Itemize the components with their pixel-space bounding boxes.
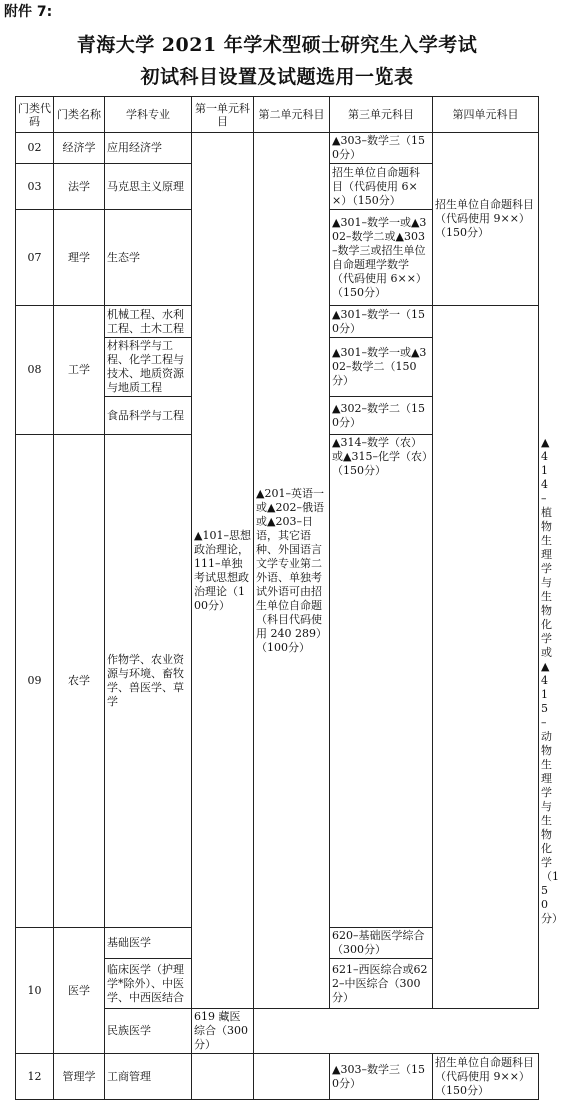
table-row: [16, 133, 539, 164]
cell-unit3: 招生单位自命题科目（代码使用 6××）（150分）: [330, 164, 433, 210]
cell-unit3: ▲301–数学一或▲302–数学二或▲303–数学三或招生单位自命题理学数学（代码使用 6××）（150分）: [330, 210, 433, 306]
cell-category: 经济学: [54, 133, 105, 164]
cell-unit2-shared: ▲201–英语一或▲202–俄语或▲203–日语，其它语种、外国语言文学专业第二外语、单独考试外语可由招生单位自命题（科目代码使用 240 289）（100分）: [254, 133, 330, 1009]
cell-major: 基础医学: [105, 928, 192, 959]
cell-unit4-empty: [433, 306, 539, 1009]
cell-code: 03: [16, 164, 54, 210]
cell-category: 工学: [54, 306, 105, 435]
cell-major: 食品科学与工程: [105, 397, 192, 435]
cell-unit3: ▲302–数学二（150分）: [330, 397, 433, 435]
cell-category: 医学: [54, 928, 105, 1054]
attachment-label: 附件 7:: [4, 4, 53, 20]
cell-unit3: ▲303–数学三（150分）: [330, 133, 433, 164]
header-row: [16, 97, 539, 133]
header-code: 门类代码: [16, 97, 54, 133]
header-major: 学科专业: [105, 97, 192, 133]
cell-code: 12: [16, 1054, 54, 1100]
cell-major: 材料科学与工程、化学工程与技术、地质资源与地质工程: [105, 338, 192, 397]
cell-major: 机械工程、水利工程、土木工程: [105, 306, 192, 338]
cell-unit1-empty: [192, 1054, 254, 1100]
table-row: [16, 1054, 539, 1100]
cell-category: 理学: [54, 210, 105, 306]
cell-unit3: ▲301–数学一或▲302–数学二（150分）: [330, 338, 433, 397]
cell-major: 工商管理: [105, 1054, 192, 1100]
cell-unit3: 621–西医综合或622–中医综合（300分）: [330, 959, 433, 1009]
cell-major: 马克思主义原理: [105, 164, 192, 210]
header-unit1: 第一单元科目: [192, 97, 254, 133]
cell-unit1-shared: ▲101–思想政治理论，111–单独考试思想政治理论（100分）: [192, 133, 254, 1009]
header-unit3: 第三单元科目: [330, 97, 433, 133]
cell-major: 作物学、农业资源与环境、畜牧学、兽医学、草学: [105, 435, 192, 928]
page-title-line1: 青海大学 2021 年学术型硕士研究生入学考试: [76, 34, 478, 56]
cell-major: 民族医学: [105, 1009, 192, 1054]
cell-code: 02: [16, 133, 54, 164]
cell-unit3: 620–基础医学综合（300分）: [330, 928, 433, 959]
cell-unit3: ▲303–数学三（150分）: [330, 1054, 433, 1100]
cell-major: 临床医学（护理学*除外）、中医学、中西医结合: [105, 959, 192, 1009]
header-category: 门类名称: [54, 97, 105, 133]
header-unit2: 第二单元科目: [254, 97, 330, 133]
cell-unit3: ▲314–数学（农）或▲315–化学（农）（150分）: [330, 435, 433, 928]
cell-code: 10: [16, 928, 54, 1054]
cell-unit2-empty: [254, 1054, 330, 1100]
cell-code: 08: [16, 306, 54, 435]
cell-code: 09: [16, 435, 54, 928]
header-unit4: 第四单元科目: [433, 97, 539, 133]
subject-table: [15, 96, 563, 1100]
cell-unit3: ▲301–数学一（150分）: [330, 306, 433, 338]
cell-unit3: 619 藏医综合（300分）: [192, 1009, 254, 1054]
cell-code: 07: [16, 210, 54, 306]
cell-unit4: 招生单位自命题科目（代码使用 9××）（150分）: [433, 1054, 539, 1100]
cell-unit4: 招生单位自命题科目（代码使用 9××）（150分）: [433, 133, 539, 306]
page-title-line2: 初试科目设置及试题选用一览表: [140, 66, 414, 88]
cell-category: 管理学: [54, 1054, 105, 1100]
table-row: 09 农学 作物学、农业资源与环境、畜牧学、兽医学、草学 ▲314–数学（农）或▲315–化学（农）（150分） ▲414–植物生理学与生物化学或▲415–动物生理学与生物化学（150分）: [16, 435, 539, 928]
cell-major: 应用经济学: [105, 133, 192, 164]
cell-category: 农学: [54, 435, 105, 928]
cell-category: 法学: [54, 164, 105, 210]
cell-major: 生态学: [105, 210, 192, 306]
